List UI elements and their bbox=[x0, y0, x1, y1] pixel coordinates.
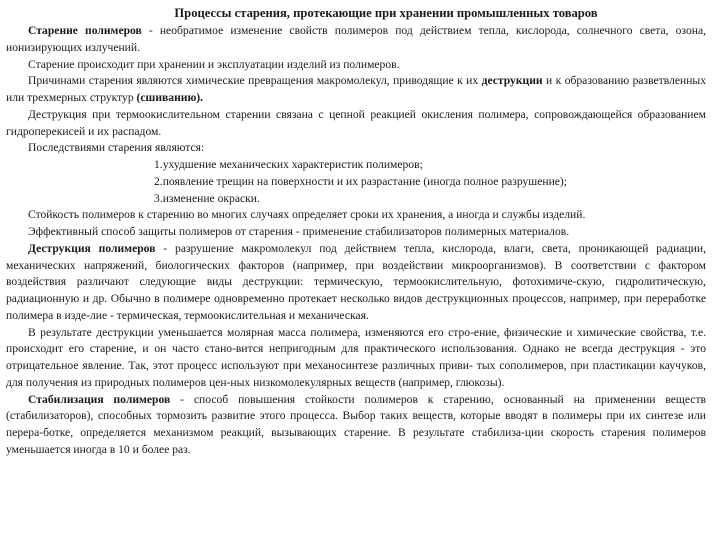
term-destruction: Деструкция полимеров bbox=[28, 241, 156, 255]
document-title: Процессы старения, протекающие при хранении промышленных товаров bbox=[174, 6, 598, 20]
consequence-item-1: 1.ухудшение механических характеристик полимеров; bbox=[154, 158, 423, 171]
destruction-definition-text: - разрушение макромолекул под действием тепла, кислорода, влаги, света, проникающей радиации, механических напряжений, биологических факторов (например, при воздействии микроорганизмов). В соответствии с фактором воздействия различают следующие виды деструкции: термическую, термоокислительную, фотохимиче-скую, гидролитическую, радиационную и др. Обычно в полимере одновременно протекает несколько видов деструкционных процессов, например, при переработке полимера в изде-лие - термическая, термоокислительная и механическая. bbox=[6, 241, 706, 322]
paragraph-destruction-results: В результате деструкции уменьшается молярная масса полимера, изменяются его стро-ение, физические и химические свойства, т.е. происходит его старение, и он часто стано-вится непригодным для практического использования. Однако не всегда деструкция - это отрицательное явление. Так, этот процесс используют при механосинтезе различных приви- тых сополимеров, при пластикации каучуков, для получения из природных полимеров цен-ных низкомолекулярных веществ (например, глюкозы). bbox=[6, 325, 706, 389]
aging-definition-text: - необратимое изменение свойств полимеров под действием тепла, кислорода, солнечного света, озона, ионизирующих излучений. bbox=[6, 24, 706, 54]
paragraph-aging-occurrence: Старение происходит при хранении и эксплуатации изделий из полимеров. bbox=[28, 57, 400, 71]
causes-text-before: Причинами старения являются химические превращения макромолекул, приводящие к их bbox=[28, 74, 482, 88]
term-destruction-inline: деструкции bbox=[481, 74, 543, 88]
paragraph-consequences-intro: Последствиями старения являются: bbox=[28, 141, 205, 155]
term-crosslinking-inline: (сшиванию). bbox=[136, 91, 204, 104]
paragraph-aging-causes bbox=[6, 73, 706, 107]
consequence-item-2: 2.появление трещин на поверхности и их разрастание (иногда полное разрушение); bbox=[154, 174, 568, 188]
paragraph-protection: Эффективный способ защиты полимеров от старения - применение стабилизаторов полимерных материалов. bbox=[28, 225, 570, 238]
term-aging: Старение полимеров bbox=[28, 24, 142, 37]
paragraph-destruction-definition bbox=[6, 241, 706, 325]
paragraph-thermo-oxidative: Деструкция при термоокислительном старении связана с цепной реакцией окисления полимера, сопровождающейся образованием гидроперекисей и их распадом. bbox=[6, 107, 706, 138]
paragraph-aging-definition bbox=[6, 23, 706, 57]
stabilization-definition-text: - способ повышения стойкости полимеров к старению, основанный на применении веществ (стабилизаторов), способных тормозить развитие этого процесса. Выбор таких веществ, которые вводят в полимеры при их синтезе или перера-ботке, определяется механизмом реакций, вызывающих старение. В результате стабилиза-ции скорость старения полимеров уменьшается иногда в 10 и более раз. bbox=[6, 392, 706, 456]
term-stabilization: Стабилизация полимеров bbox=[28, 392, 171, 406]
consequence-item-3: 3.изменение окраски. bbox=[154, 191, 260, 205]
causes-text-middle: и к образованию разветвленных или трехмерных структур bbox=[6, 74, 706, 104]
paragraph-stabilization-definition bbox=[6, 392, 706, 459]
paragraph-resistance: Стойкость полимеров к старению во многих случаях определяет сроки их хранения, а иногда и службы изделий. bbox=[28, 208, 586, 222]
